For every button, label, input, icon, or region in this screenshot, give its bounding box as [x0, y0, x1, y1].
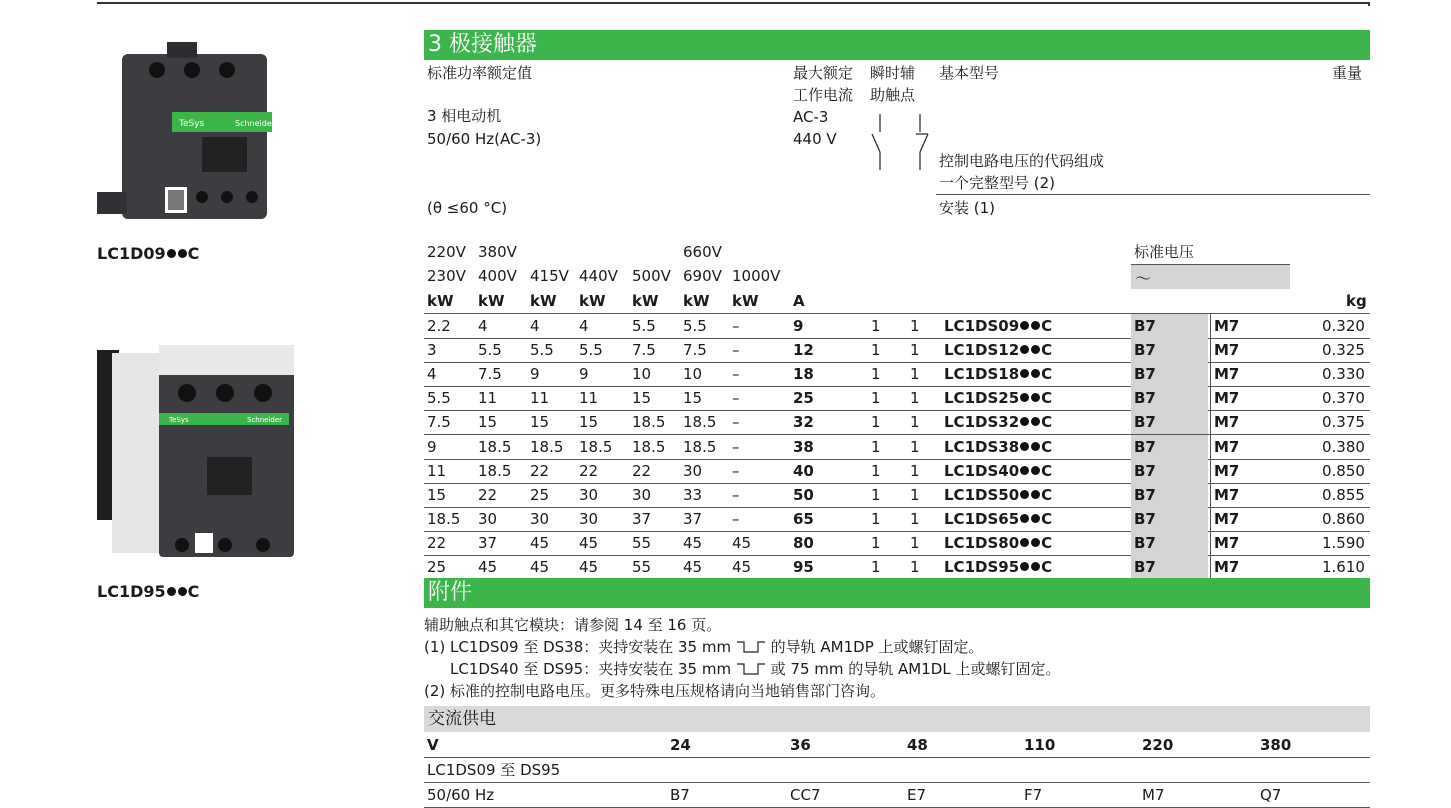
aux-nc-cell: 1 [910, 509, 920, 528]
unit-kw-5: kW [683, 292, 710, 310]
model-cell: LC1DS09 C [944, 317, 1053, 335]
voltage-header-row-1 [424, 241, 1370, 263]
aux-nc-cell: 1 [910, 461, 920, 480]
accessories-line-4: (2) 标准的控制电路电压。更多特殊电压规格请向当地销售部门咨询。 [424, 682, 886, 700]
unit-kw-2: kW [530, 292, 557, 310]
model-cell: LC1DS65 C [944, 509, 1053, 528]
aux-no-cell: 1 [871, 485, 881, 504]
unit-kw-0: kW [427, 292, 454, 310]
unit-kw-4: kW [632, 292, 659, 310]
power-cell: 45 [683, 533, 703, 552]
voltage-bottom-1: 400V [478, 267, 517, 285]
power-cell: 18.5 [632, 413, 666, 432]
current-cell: 50 [793, 485, 814, 504]
current-cell: 12 [793, 341, 814, 360]
code-note-2: 一个完整型号 (2) [939, 174, 1056, 192]
power-cell: 7.5 [683, 341, 707, 360]
aux-contact-label-2: 助触点 [870, 86, 916, 104]
power-cell: 22 [427, 533, 447, 552]
table-row [424, 362, 1370, 387]
weight-cell: 0.850 [1322, 461, 1365, 480]
weight-cell: 0.370 [1322, 389, 1365, 408]
max-current-label-2: 工作电流 [793, 86, 854, 104]
ac-voltage-cell: 220 [1142, 736, 1174, 754]
power-cell: 4 [478, 317, 488, 335]
aux-no-cell: 1 [871, 317, 881, 335]
aux-no-cell: 1 [871, 341, 881, 360]
current-cell: 80 [793, 533, 814, 552]
power-cell: 5.5 [632, 317, 656, 335]
power-cell: 18.5 [683, 437, 717, 456]
power-cell: 11 [478, 389, 498, 408]
power-cell: 15 [427, 485, 447, 504]
power-cell: 10 [632, 365, 652, 384]
temperature-label: (θ ≤60 °C) [427, 199, 508, 217]
power-cell: 5.5 [683, 317, 707, 335]
power-cell: – [732, 413, 740, 432]
aux-no-cell: 1 [871, 509, 881, 528]
code-b7-cell: B7 [1134, 365, 1156, 384]
power-cell: 45 [683, 558, 703, 576]
rail-35mm-icon [736, 640, 766, 654]
weight-cell: 0.860 [1322, 509, 1365, 528]
model-cell: LC1DS38 C [944, 437, 1053, 456]
aux-nc-cell: 1 [910, 365, 920, 384]
power-cell: 45 [478, 558, 498, 576]
ac-voltage-cell: 110 [1024, 736, 1056, 754]
table-row [424, 338, 1370, 363]
current-cell: 18 [793, 365, 814, 384]
current-cell: 40 [793, 461, 814, 480]
weight-cell: 0.855 [1322, 485, 1365, 504]
power-cell: 18.5 [683, 413, 717, 432]
table-row [424, 314, 1370, 339]
code-b7-cell: B7 [1134, 437, 1156, 456]
ac-supply-title: 交流供电 [424, 706, 1370, 732]
model-cell: LC1DS12 C [944, 341, 1053, 360]
aux-no-cell: 1 [871, 437, 881, 456]
power-cell: 7.5 [427, 413, 451, 432]
power-cell: 37 [478, 533, 498, 552]
weight-heading: 重量 [1332, 64, 1363, 82]
power-cell: 45 [732, 533, 752, 552]
power-cell: 22 [632, 461, 652, 480]
current-cell: 65 [793, 509, 814, 528]
std-voltage-heading: 标准电压 [1134, 243, 1195, 261]
weight-cell: 1.610 [1322, 558, 1365, 576]
rail-35mm-icon-2 [736, 662, 766, 676]
code-b7-cell: B7 [1134, 509, 1156, 528]
power-cell: 45 [530, 558, 550, 576]
table-row [424, 459, 1370, 484]
power-cell: 11 [427, 461, 447, 480]
code-m7-cell: M7 [1214, 461, 1240, 480]
aux-nc-cell: 1 [910, 558, 920, 576]
power-cell: 22 [478, 485, 498, 504]
power-cell: 30 [579, 485, 599, 504]
power-cell: 45 [530, 533, 550, 552]
voltage-top-0: 220V [427, 243, 466, 261]
code-b7-cell: B7 [1134, 558, 1156, 576]
power-cell: 9 [530, 365, 540, 384]
power-cell: 2.2 [427, 317, 451, 335]
unit-kw-3: kW [579, 292, 606, 310]
code-m7-cell: M7 [1214, 437, 1240, 456]
model-cell: LC1DS80 C [944, 533, 1053, 552]
current-cell: 25 [793, 389, 814, 408]
voltage-bottom-5: 690V [683, 267, 722, 285]
table-row [424, 410, 1370, 435]
ac-range-row [424, 758, 1370, 783]
power-cell: 18.5 [579, 437, 613, 456]
power-cell: 9 [579, 365, 589, 384]
aux-no-cell: 1 [871, 413, 881, 432]
power-rating-heading: 标准功率额定值 [427, 64, 533, 82]
voltage-bottom-0: 230V [427, 267, 466, 285]
contactor-large-image [97, 345, 297, 575]
code-m7-cell: M7 [1214, 413, 1240, 432]
power-cell: – [732, 461, 740, 480]
code-m7-cell: M7 [1214, 389, 1240, 408]
ac-voltage-cell: 48 [907, 736, 928, 754]
power-cell: 45 [579, 558, 599, 576]
power-cell: 5.5 [427, 389, 451, 408]
model-cell: LC1DS32 C [944, 413, 1053, 432]
ac-range-label: LC1DS09 至 DS95 [427, 761, 561, 779]
ac-voltage-cell: 380 [1260, 736, 1292, 754]
voltage-top-1: 380V [478, 243, 517, 261]
power-cell: 5.5 [579, 341, 603, 360]
aux-nc-cell: 1 [910, 413, 920, 432]
power-cell: 18.5 [530, 437, 564, 456]
ac-code-cell: B7 [670, 786, 690, 804]
units-row [424, 289, 1370, 314]
power-cell: – [732, 389, 740, 408]
power-cell: 5.5 [478, 341, 502, 360]
code-m7-cell: M7 [1214, 509, 1240, 528]
power-cell: 11 [530, 389, 550, 408]
current-cell: 32 [793, 413, 814, 432]
aux-nc-cell: 1 [910, 533, 920, 552]
power-cell: 22 [579, 461, 599, 480]
power-cell: 9 [427, 437, 437, 456]
power-cell: 7.5 [478, 365, 502, 384]
model-cell: LC1DS95 C [944, 558, 1053, 576]
voltage-bottom-4: 500V [632, 267, 671, 285]
code-m7-cell: M7 [1214, 533, 1240, 552]
code-b7-cell: B7 [1134, 485, 1156, 504]
aux-nc-cell: 1 [910, 317, 920, 335]
power-cell: 45 [579, 533, 599, 552]
brand-tesys-1: TeSys [179, 119, 205, 129]
power-cell: 4 [530, 317, 540, 335]
power-cell: 30 [579, 509, 599, 528]
aux-no-cell: 1 [871, 365, 881, 384]
current-cell: 95 [793, 558, 814, 576]
ac-v-label: V [427, 736, 439, 754]
ac-freq-label: 50/60 Hz [427, 786, 495, 804]
voltage-bottom-3: 440V [579, 267, 618, 285]
ac-symbol-box [1131, 264, 1290, 289]
install-note: 安装 (1) [939, 199, 996, 217]
code-m7-cell: M7 [1214, 485, 1240, 504]
power-cell: 25 [530, 485, 550, 504]
aux-nc-cell: 1 [910, 389, 920, 408]
power-cell: 7.5 [632, 341, 656, 360]
power-cell: 55 [632, 558, 652, 576]
code-b7-cell: B7 [1134, 533, 1156, 552]
top-rule [97, 2, 1370, 4]
power-cell: 18.5 [478, 461, 512, 480]
power-cell: – [732, 485, 740, 504]
code-b7-cell: B7 [1134, 317, 1156, 335]
unit-kw-6: kW [732, 292, 759, 310]
base-model-heading: 基本型号 [939, 64, 1000, 82]
ac-code-cell: Q7 [1260, 786, 1282, 804]
table-row [424, 531, 1370, 556]
contactor-small-image [97, 42, 275, 232]
accessories-line-1: 辅助触点和其它模块：请参阅 14 至 16 页。 [424, 616, 722, 634]
ac-voltage-row [424, 733, 1370, 758]
aux-contact-label-1: 瞬时辅 [870, 64, 916, 82]
code-b7-cell: B7 [1134, 413, 1156, 432]
power-cell: 37 [632, 509, 652, 528]
weight-cell: 0.320 [1322, 317, 1365, 335]
accessories-title: 附件 [424, 578, 1370, 608]
max-current-label-1: 最大额定 [793, 64, 854, 82]
power-cell: – [732, 509, 740, 528]
unit-amp: A [793, 292, 805, 310]
code-m7-cell: M7 [1214, 558, 1240, 576]
power-cell: 22 [530, 461, 550, 480]
aux-nc-cell: 1 [910, 485, 920, 504]
aux-no-cell: 1 [871, 461, 881, 480]
code-m7-cell: M7 [1214, 341, 1240, 360]
model-cell: LC1DS50 C [944, 485, 1053, 504]
code-b7-cell: B7 [1134, 461, 1156, 480]
model-cell: LC1DS18 C [944, 365, 1053, 384]
aux-nc-cell: 1 [910, 437, 920, 456]
product-caption-1: LC1D09 C [97, 244, 200, 263]
power-cell: 15 [579, 413, 599, 432]
page-title: 3 极接触器 [424, 30, 1370, 60]
ac-wave-icon: ～ [1135, 269, 1152, 288]
ac-voltage-cell: 24 [670, 736, 691, 754]
table-row [424, 555, 1370, 580]
table-row [424, 435, 1370, 460]
power-cell: 25 [427, 558, 447, 576]
accessories-line-3: LC1DS40 至 DS95：夹持安装在 35 mm 或 75 mm 的导轨 AM1DL 上或螺钉固定。 [450, 660, 1061, 678]
model-cell: LC1DS25 C [944, 389, 1053, 408]
power-cell: 3 [427, 341, 437, 360]
ac-code-cell: E7 [907, 786, 927, 804]
power-cell: 15 [632, 389, 652, 408]
code-m7-cell: M7 [1214, 317, 1240, 335]
ac-code-cell: M7 [1142, 786, 1165, 804]
current-cell: 9 [793, 317, 804, 335]
power-cell: 4 [427, 365, 437, 384]
aux-no-cell: 1 [871, 389, 881, 408]
power-cell: 15 [683, 389, 703, 408]
aux-nc-cell: 1 [910, 341, 920, 360]
code-note-1: 控制电路电压的代码组成 [939, 152, 1105, 170]
ac-code-cell: F7 [1024, 786, 1043, 804]
power-cell: 30 [478, 509, 498, 528]
power-cell: 18.5 [632, 437, 666, 456]
weight-cell: 0.325 [1322, 341, 1365, 360]
power-cell: 55 [632, 533, 652, 552]
code-b7-cell: B7 [1134, 341, 1156, 360]
maker-logo-1: Schneider [235, 119, 275, 128]
voltage-top-5: 660V [683, 243, 722, 261]
unit-kg: kg [1346, 292, 1367, 310]
power-cell: 5.5 [530, 341, 554, 360]
motor-freq-label: 50/60 Hz(AC-3) [427, 130, 542, 148]
voltage-bottom-6: 1000V [732, 267, 781, 285]
power-cell: 15 [530, 413, 550, 432]
ac3-label: AC-3 [793, 108, 829, 126]
code-b7-cell: B7 [1134, 389, 1156, 408]
power-cell: 11 [579, 389, 599, 408]
top-rule-tick [1368, 2, 1370, 6]
power-cell: 45 [732, 558, 752, 576]
power-cell: 18.5 [427, 509, 461, 528]
power-cell: 33 [683, 485, 703, 504]
model-cell: LC1DS40 C [944, 461, 1053, 480]
header-divider [936, 194, 1370, 195]
weight-cell: 1.590 [1322, 533, 1365, 552]
contact-symbols-icon [866, 112, 936, 174]
power-cell: 10 [683, 365, 703, 384]
power-cell: 30 [683, 461, 703, 480]
power-cell: 15 [478, 413, 498, 432]
aux-no-cell: 1 [871, 558, 881, 576]
power-cell: 18.5 [478, 437, 512, 456]
weight-cell: 0.380 [1322, 437, 1365, 456]
power-cell: – [732, 437, 740, 456]
maker-logo-2: Schneider [247, 416, 283, 424]
power-cell: 30 [530, 509, 550, 528]
unit-kw-1: kW [478, 292, 505, 310]
power-cell: – [732, 317, 740, 335]
accessories-line-2: (1) LC1DS09 至 DS38：夹持安装在 35 mm 的导轨 AM1DP 上或螺钉固定。 [424, 638, 984, 656]
voltage-bottom-2: 415V [530, 267, 569, 285]
440v-label: 440 V [793, 130, 837, 148]
ac-code-cell: CC7 [790, 786, 821, 804]
table-row [424, 483, 1370, 508]
power-cell: – [732, 341, 740, 360]
aux-no-cell: 1 [871, 533, 881, 552]
table-row [424, 386, 1370, 411]
product-caption-2: LC1D95 C [97, 582, 200, 601]
table-row [424, 507, 1370, 532]
weight-cell: 0.330 [1322, 365, 1365, 384]
brand-tesys-2: TeSys [169, 416, 189, 424]
current-cell: 38 [793, 437, 814, 456]
power-cell: 30 [632, 485, 652, 504]
weight-cell: 0.375 [1322, 413, 1365, 432]
motor-label: 3 相电动机 [427, 107, 502, 125]
ac-code-row [424, 783, 1370, 808]
power-cell: 37 [683, 509, 703, 528]
code-m7-cell: M7 [1214, 365, 1240, 384]
power-cell: – [732, 365, 740, 384]
power-cell: 4 [579, 317, 589, 335]
ac-voltage-cell: 36 [790, 736, 811, 754]
